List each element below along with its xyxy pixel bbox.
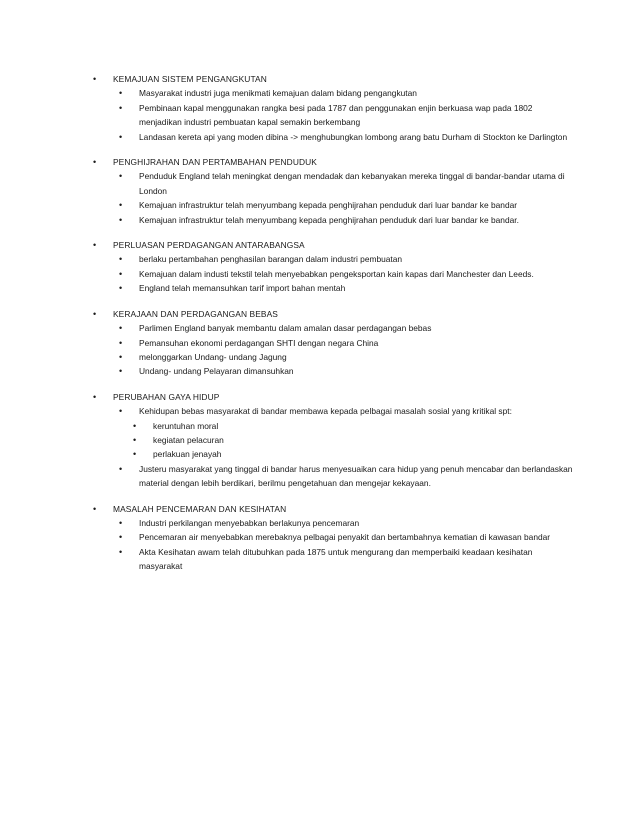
list-item-text: Kehidupan bebas masyarakat di bandar membawa kepada pelbagai masalah sosial yang kritikal spt: [139, 406, 512, 417]
section-heading-text: PENGHIJRAHAN DAN PERTAMBAHAN PENDUDUK [113, 157, 317, 168]
section-pengangkutan [93, 72, 573, 144]
section-perdagangan-bebas [93, 307, 573, 379]
bullet-icon: • [119, 366, 123, 377]
bullet-icon: • [93, 503, 97, 514]
list-item [93, 364, 573, 378]
list-item [93, 545, 573, 574]
list-item-text: Kemajuan dalam industi tekstil telah menyebabkan pengeksportan kain kapas dari Manchester dan Leeds. [139, 268, 534, 279]
bullet-icon: • [119, 546, 123, 557]
section-gaya-hidup [93, 390, 573, 491]
sub-list-item-text: kegiatan pelacuran [153, 434, 224, 445]
list-item [93, 101, 573, 130]
section-heading-text: KERAJAAN DAN PERDAGANGAN BEBAS [113, 308, 278, 319]
list-item-text: Masyarakat industri juga menikmati kemajuan dalam bidang pengangkutan [139, 88, 417, 99]
bullet-icon: • [119, 214, 123, 225]
list-item-text: Undang- undang Pelayaran dimansuhkan [139, 366, 294, 377]
sub-list-item [93, 419, 573, 433]
list-item-text: Parlimen England banyak membantu dalam amalan dasar perdagangan bebas [139, 323, 432, 334]
list-item [93, 252, 573, 266]
list-item-text: Pembinaan kapal menggunakan rangka besi pada 1787 dan penggunakan enjin berkuasa wap pada 1802 menjadikan industri pembuatan kapal semakin berkembang [139, 102, 533, 128]
bullet-icon: • [119, 200, 123, 211]
bullet-icon: • [119, 406, 123, 417]
bullet-icon: • [119, 254, 123, 265]
section-heading [93, 307, 573, 321]
list-item [93, 462, 573, 491]
bullet-icon: • [119, 268, 123, 279]
section-pencemaran-kesihatan [93, 502, 573, 574]
list-item-text: Kemajuan infrastruktur telah menyumbang kepada penghijrahan penduduk dari luar bandar ke bandar. [139, 214, 519, 225]
list-item-text: Kemajuan infrastruktur telah menyumbang kepada penghijrahan penduduk dari luar bandar ke bandar [139, 200, 518, 211]
bullet-icon: • [119, 171, 123, 182]
sub-list-item-text: perlakuan jenayah [153, 449, 222, 460]
section-heading-text: KEMAJUAN SISTEM PENGANGKUTAN [113, 74, 267, 84]
bullet-icon: • [93, 74, 97, 84]
section-heading [93, 238, 573, 252]
section-heading [93, 72, 573, 86]
section-perdagangan-antarabangsa [93, 238, 573, 296]
bullet-icon: • [93, 308, 97, 319]
section-heading [93, 390, 573, 404]
list-item [93, 267, 573, 281]
section-heading-text: PERLUASAN PERDAGANGAN ANTARABANGSA [113, 240, 305, 251]
list-item-text: Pemansuhan ekonomi perdagangan SHTI dengan negara China [139, 337, 379, 348]
bullet-icon: • [119, 463, 123, 474]
bullet-icon: • [133, 449, 137, 460]
list-item [93, 516, 573, 530]
bullet-icon: • [119, 351, 123, 362]
section-heading-text: MASALAH PENCEMARAN DAN KESIHATAN [113, 503, 287, 514]
list-item [93, 336, 573, 350]
list-item-text: Industri perkilangan menyebabkan berlakunya pencemaran [139, 517, 360, 528]
list-item [93, 213, 573, 227]
bullet-icon: • [133, 420, 137, 431]
sub-list-item-text: keruntuhan moral [153, 420, 219, 431]
sub-list-item [93, 433, 573, 447]
bullet-icon: • [93, 157, 97, 168]
list-item [93, 321, 573, 335]
list-item-text: Pencemaran air menyebabkan merebaknya pelbagai penyakit dan bertambahnya kematian di kawasan bandar [139, 532, 551, 543]
bullet-icon: • [119, 532, 123, 543]
list-item-text: England telah memansuhkan tarif import bahan mentah [139, 283, 346, 294]
bullet-list [93, 72, 573, 585]
bullet-icon: • [119, 102, 123, 113]
bullet-icon: • [119, 323, 123, 334]
section-heading [93, 155, 573, 169]
list-item-text: melonggarkan Undang- undang Jagung [139, 351, 287, 362]
sub-list-item [93, 447, 573, 461]
list-item [93, 350, 573, 364]
bullet-icon: • [133, 434, 137, 445]
section-heading [93, 502, 573, 516]
bullet-icon: • [119, 337, 123, 348]
list-item [93, 530, 573, 544]
bullet-icon: • [93, 240, 97, 251]
list-item-text: Akta Kesihatan awam telah ditubuhkan pada 1875 untuk mengurang dan memperbaiki keadaan kesihatan masyarakat [139, 546, 533, 572]
bullet-icon: • [119, 517, 123, 528]
bullet-icon: • [119, 283, 123, 294]
list-item [93, 86, 573, 100]
list-item-text: Penduduk England telah meningkat dengan mendadak dan kebanyakan mereka tinggal di bandar-bandar utama di London [139, 171, 565, 196]
list-item-text: berlaku pertambahan penghasilan barangan dalam industri pembuatan [139, 254, 403, 265]
list-item-text: Landasan kereta api yang moden dibina -> menghubungkan lombong arang batu Durham di Stockton ke Darlington [139, 131, 568, 142]
bullet-icon: • [119, 88, 123, 99]
list-item [93, 281, 573, 295]
list-item [93, 198, 573, 212]
bullet-icon: • [93, 391, 97, 402]
section-penghijrahan [93, 155, 573, 227]
list-item-text: Justeru masyarakat yang tinggal di bandar harus menyesuaikan cara hidup yang penuh mencabar dan berlandaskan material dengan lebih berdikari, berilmu pengetahuan dan mengejar kekayaan. [139, 463, 573, 489]
list-item [93, 404, 573, 418]
list-item [93, 130, 573, 144]
list-item [93, 169, 573, 198]
section-heading-text: PERUBAHAN GAYA HIDUP [113, 391, 220, 402]
bullet-icon: • [119, 131, 123, 142]
